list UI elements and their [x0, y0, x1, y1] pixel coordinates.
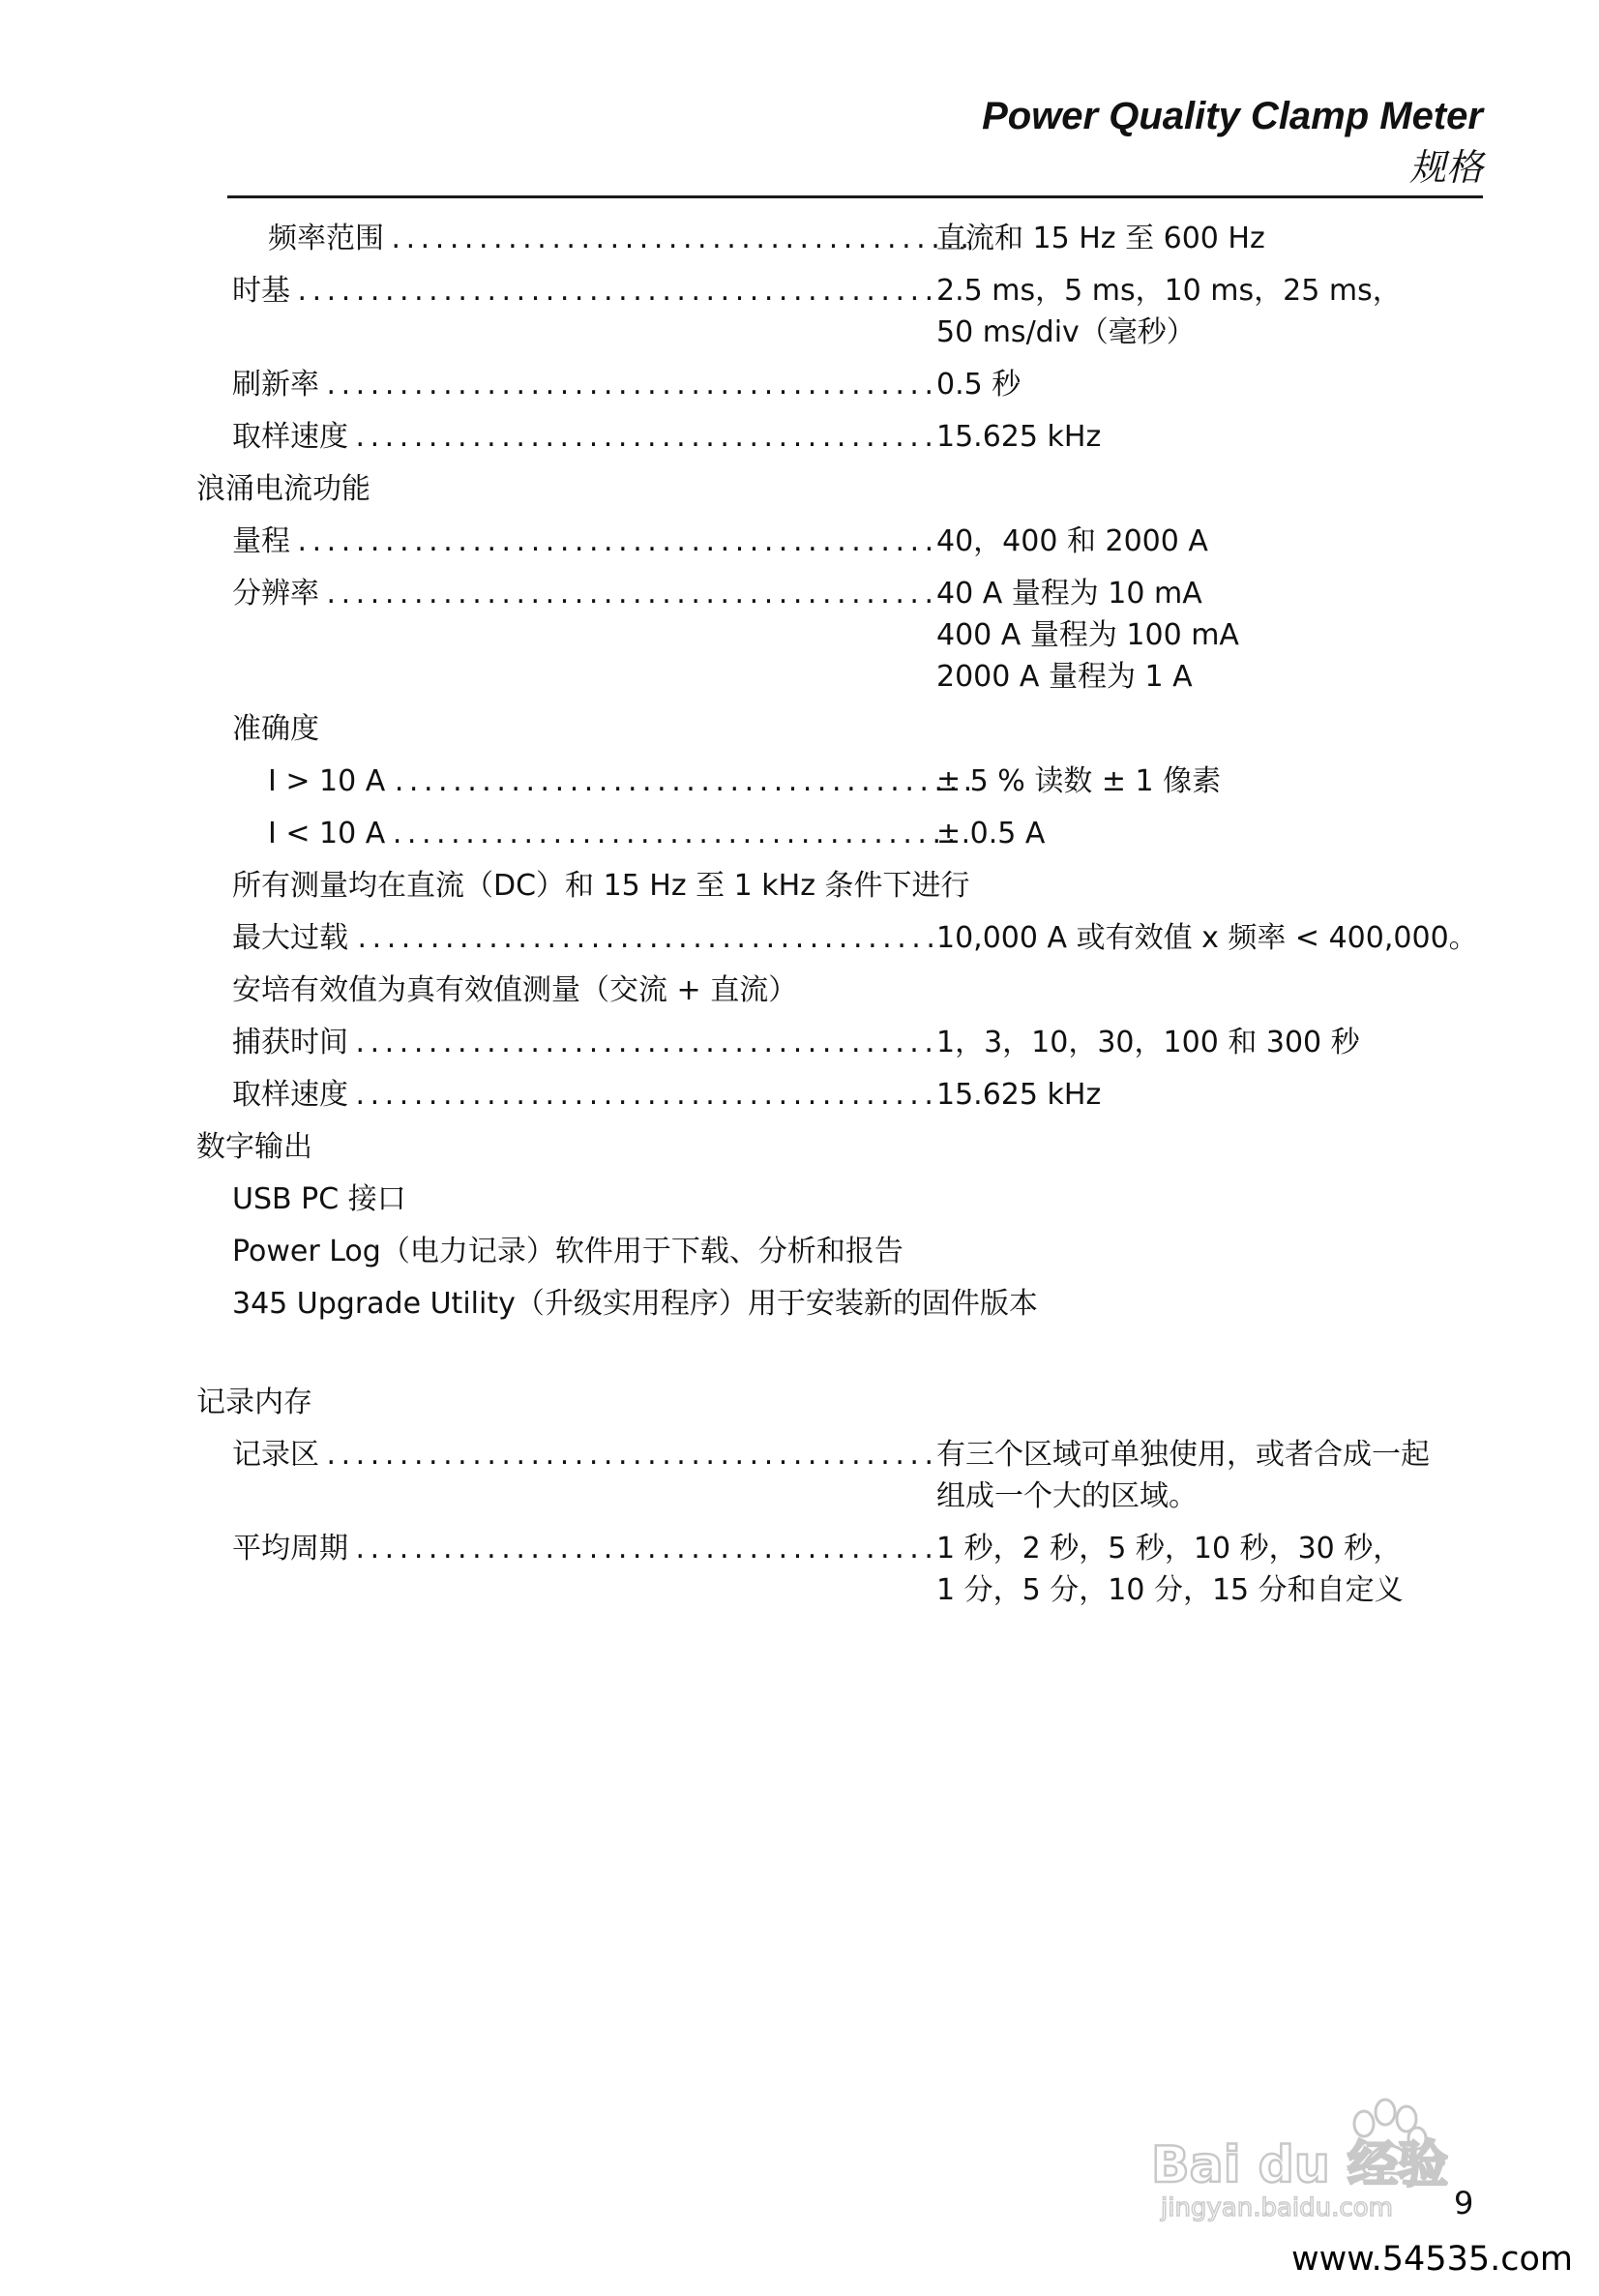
spec-row-inrush-resolution: [232, 568, 1490, 703]
spec-row-timebase: [232, 265, 1490, 359]
spec-value: 1，3，10，30，100 和 300 秒: [936, 1026, 1360, 1059]
spec-label: I < 10 A . . .: [232, 808, 969, 860]
page-header: [982, 89, 1483, 192]
spec-label: 捕获时间 . . .: [232, 1017, 933, 1069]
spec-value: ± 0.5 A: [936, 817, 1046, 850]
spec-label: 取样速度 . . .: [232, 411, 933, 463]
section-heading-logging-memory: 记录内存: [196, 1386, 312, 1419]
site-url: www.54535.com: [1291, 2240, 1574, 2279]
document-title: Power Quality Clamp Meter: [982, 95, 1483, 137]
true-rms-note: 安培有效值为真有效值测量（交流 + 直流）: [232, 973, 798, 1007]
spec-label: 取样速度 . . .: [232, 1069, 933, 1121]
spec-value: 0.5 秒: [936, 368, 1022, 402]
header-divider: [227, 195, 1483, 198]
spec-value: 直流和 15 Hz 至 600 Hz: [936, 222, 1265, 255]
spec-value: ± 5 % 读数 ± 1 像素: [936, 764, 1222, 798]
spec-row-accuracy-low: [232, 808, 1490, 860]
spec-label: 记录区 . . .: [232, 1429, 933, 1481]
list-item: Power Log（电力记录）软件用于下载、分析和报告: [232, 1235, 903, 1268]
spec-row-refresh-rate: [232, 359, 1490, 411]
spec-label: 量程 . . .: [232, 516, 933, 568]
section-heading-digital-output: 数字输出: [196, 1130, 312, 1164]
watermark-url: jingyan.baidu.com: [1161, 2193, 1393, 2222]
spec-value: 2.5 ms，5 ms，10 ms，25 ms， 50 ms/div（毫秒）: [936, 274, 1402, 349]
spec-label: 时基 . . .: [232, 265, 933, 317]
spec-label: 最大过载 . . .: [232, 912, 933, 965]
section-subtitle: 规格: [1408, 146, 1483, 189]
spec-label: I > 10 A . . .: [232, 756, 969, 808]
spec-row-capture-time: [232, 1017, 1490, 1069]
spec-row-frequency-range: [232, 213, 1490, 265]
spec-row-inrush-sample-rate: [232, 1069, 1490, 1121]
spec-value: 有三个区域可单独使用，或者合成一起 组成一个大的区域。: [936, 1438, 1430, 1513]
accuracy-label: 准确度: [232, 712, 319, 746]
list-item: USB PC 接口: [232, 1182, 406, 1216]
spec-row-averaging-period: [232, 1523, 1490, 1617]
spec-value: 15.625 kHz: [936, 420, 1102, 454]
spec-row-sample-rate: [232, 411, 1490, 463]
spec-row-inrush-range: [232, 516, 1490, 568]
spec-value: 15.625 kHz: [936, 1078, 1102, 1112]
spec-label: 频率范围 . . .: [232, 213, 969, 265]
spec-label: 平均周期 . . .: [232, 1523, 933, 1575]
spec-row-accuracy-high: [232, 756, 1490, 808]
measurement-condition-note: 所有测量均在直流（DC）和 15 Hz 至 1 kHz 条件下进行: [232, 869, 970, 903]
section-heading-inrush: 浪涌电流功能: [196, 472, 370, 506]
spec-value: 10,000 A 或有效值 x 频率 < 400,000。: [936, 921, 1478, 955]
spec-row-logging-area: [232, 1429, 1490, 1523]
spec-content: [196, 213, 1490, 1617]
spec-row-max-overload: [232, 912, 1490, 965]
section-spacer: [232, 1330, 1490, 1377]
spec-label: 刷新率 . . .: [232, 359, 933, 411]
watermark-brand: Bai du 经验: [1151, 2136, 1448, 2194]
spec-value: 1 秒，2 秒，5 秒，10 秒，30 秒， 1 分，5 分，10 分，15 分和自定义: [936, 1532, 1404, 1607]
list-item: 345 Upgrade Utility（升级实用程序）用于安装新的固件版本: [232, 1287, 1038, 1321]
spec-label: 分辨率 . . .: [232, 568, 933, 620]
page-number: 9: [1454, 2185, 1474, 2221]
spec-value: 40，400 和 2000 A: [936, 524, 1208, 558]
spec-value: 40 A 量程为 10 mA 400 A 量程为 100 mA 2000 A 量程为 1 A: [936, 577, 1239, 694]
